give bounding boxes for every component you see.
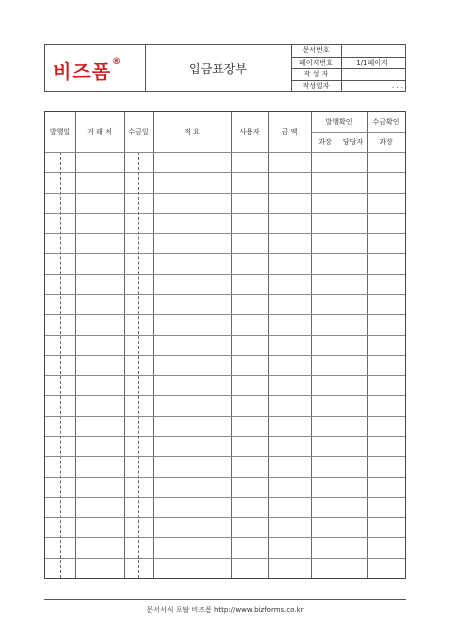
table-row (45, 375, 405, 376)
table-row (45, 355, 405, 356)
header-divider (45, 152, 405, 153)
table-row (45, 172, 405, 173)
column-header: 거 래 처 (87, 128, 112, 136)
document-header (44, 44, 406, 92)
info-value: 1/1페이지 (356, 58, 388, 67)
group-header-issue: 발행확인 (325, 118, 353, 126)
info-value: . . . (391, 81, 403, 90)
column-header: 발행일 (49, 128, 71, 136)
date-split-dash (60, 152, 61, 578)
title-cell (145, 45, 292, 91)
column-header: 사용자 (239, 128, 260, 136)
column-divider (367, 112, 368, 578)
table-row (45, 456, 405, 457)
subheader-manager: 과장 (379, 138, 393, 146)
footer-divider (44, 599, 406, 600)
info-row (291, 45, 405, 57)
info-label: 작성일자 (291, 81, 342, 93)
info-label: 문서번호 (291, 45, 342, 57)
ledger-table (44, 111, 406, 579)
table-row (45, 558, 405, 559)
column-header: 적 요 (184, 128, 200, 136)
table-row (45, 497, 405, 498)
column-header: 수금일 (128, 128, 149, 136)
table-row (45, 213, 405, 214)
table-row (45, 274, 405, 275)
document-info-table (291, 45, 405, 91)
table-row (45, 233, 405, 234)
bizforms-logo: 비즈폼® (53, 57, 123, 83)
table-row (45, 193, 405, 194)
group-header-collect: 수금확인 (372, 118, 400, 126)
column-divider (311, 112, 312, 578)
table-row (45, 294, 405, 295)
column-divider (153, 112, 154, 578)
subheader-manager: 과장 (318, 138, 332, 146)
info-label: 페이지번호 (291, 58, 342, 70)
table-row (45, 537, 405, 538)
table-row (45, 253, 405, 254)
table-row (45, 436, 405, 437)
table-row (45, 335, 405, 336)
column-divider (231, 112, 232, 578)
table-row (45, 517, 405, 518)
footer-text: 문서서식 포탈 비즈폼 http://www.bizforms.co.kr (146, 606, 304, 614)
date-split-dash (138, 152, 139, 578)
column-divider (124, 112, 125, 578)
info-label: 작 성 자 (291, 69, 342, 81)
info-row (291, 80, 405, 93)
column-divider (75, 112, 76, 578)
column-divider (268, 112, 269, 578)
table-row (45, 395, 405, 396)
table-row (45, 314, 405, 315)
table-row (45, 416, 405, 417)
page-title: 입금표장부 (189, 62, 247, 76)
logo-cell (45, 45, 146, 91)
subheader-staff: 담당자 (342, 138, 364, 146)
column-header: 금 액 (281, 128, 298, 136)
table-row (45, 477, 405, 478)
